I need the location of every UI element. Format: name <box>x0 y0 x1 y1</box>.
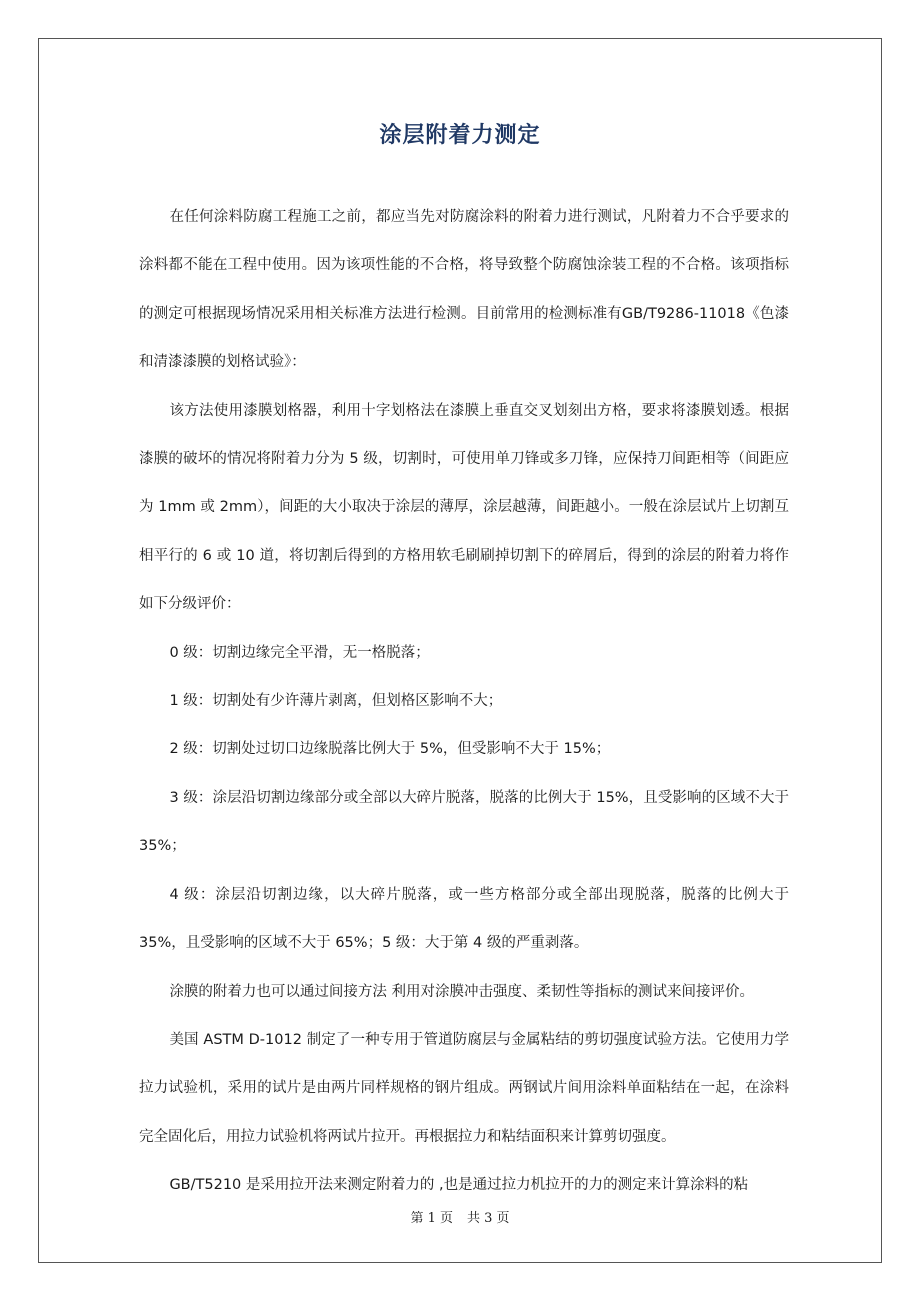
paragraph-astm: 美国 ASTM D-1012 制定了一种专用于管道防腐层与金属粘结的剪切强度试验方法。它使用力学拉力试验机，采用的试片是由两片同样规格的钢片组成。两钢试片间用涂料单面粘结在一起，在涂料完全固化后，用拉力试验机将两试片拉开。再根据拉力和粘结面积来计算剪切强度。 <box>139 1031 789 1145</box>
grade-2-item: 2 级：切割处过切口边缘脱落比例大于 5%，但受影响不大于 15%； <box>169 741 611 758</box>
grade-3-item: 3 级：涂层沿切割边缘部分或全部以大碎片脱落，脱落的比例大于 15%，且受影响的区域不大于 35%； <box>139 789 789 855</box>
page-footer <box>0 1207 920 1226</box>
grade-0-item: 0 级：切割边缘完全平滑，无一格脱落； <box>169 644 430 661</box>
paragraph-intro: 在任何涂料防腐工程施工之前，都应当先对防腐涂料的附着力进行测试，凡附着力不合乎要求的涂料都不能在工程中使用。因为该项性能的不合格，将导致整个防腐蚀涂装工程的不合格。该项指标的测定可根据现场情况采用相关标准方法进行检测。目前常用的检测标准有GB/T9286-11018《色漆和清漆漆膜的划格试验》： <box>139 209 789 371</box>
paragraph-indirect: 涂膜的附着力也可以通过间接方法 利用对涂膜冲击强度、柔韧性等指标的测试来间接评价。 <box>169 983 755 1000</box>
grade-1-item: 1 级：切割处有少许薄片剥离，但划格区影响不大； <box>169 693 503 710</box>
paragraph-gbt5210: GB/T5210 是采用拉开法来测定附着力的 ,也是通过拉力机拉开的力的测定来计算涂料的粘 <box>169 1177 749 1194</box>
grade-4-5-item: 4 级：涂层沿切割边缘，以大碎片脱落，或一些方格部分或全部出现脱落，脱落的比例大于 35%，且受影响的区域不大于 65%；5 级：大于第 4 级的严重剥落。 <box>139 886 789 952</box>
paragraph-method: 该方法使用漆膜划格器，利用十字划格法在漆膜上垂直交叉划刻出方格，要求将漆膜划透。根据漆膜的破坏的情况将附着力分为 5 级，切割时，可使用单刀锋或多刀锋，应保持刀间距相等（间距应为 1mm 或 2mm），间距的大小取决于涂层的薄厚，涂层越薄，间距越小。一般在涂层试片上切割互相平行的 6 或 10 道，将切割后得到的方格用软毛刷刷掉切割下的碎屑后，得到的涂层的附着力将作如下分级评价： <box>139 402 789 613</box>
document-body <box>139 193 789 1210</box>
document-title: 涂层附着力测定 <box>379 123 541 148</box>
page-number: 第 1 页 <box>410 1211 453 1226</box>
page-total: 共 3 页 <box>467 1211 510 1226</box>
